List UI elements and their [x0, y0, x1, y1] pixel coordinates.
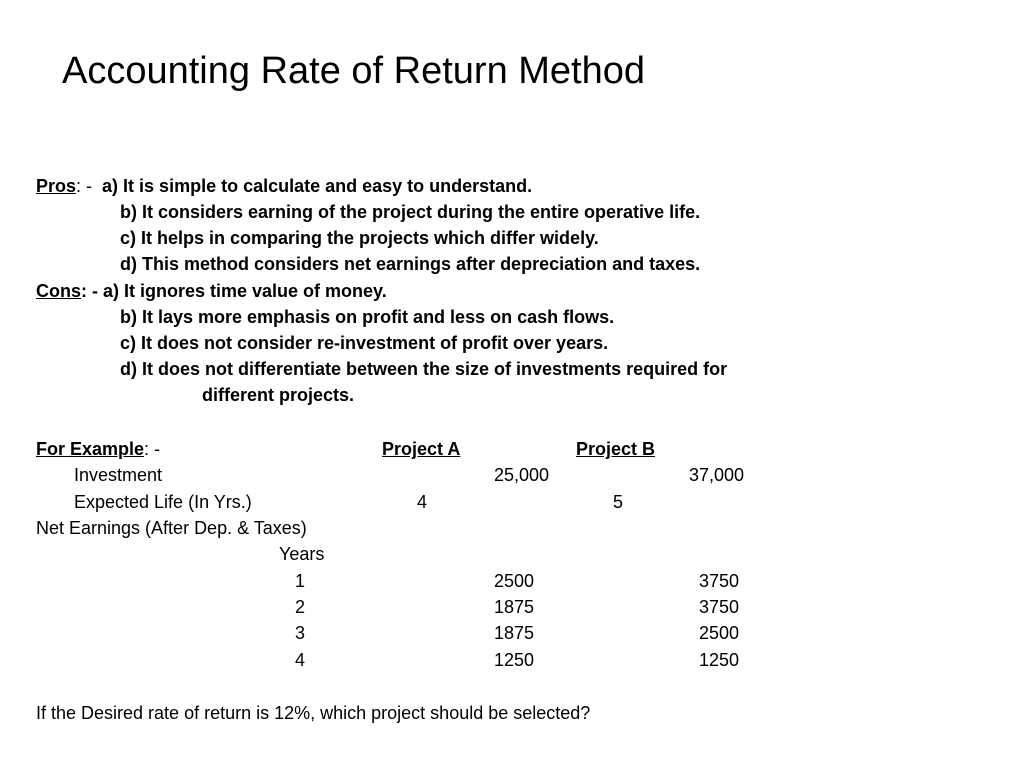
project-a-earnings: 1875 [494, 597, 535, 617]
net-earnings-label: Net Earnings (After Dep. & Taxes) [36, 518, 307, 538]
pros-item: d) This method considers net earnings after depreciation and taxes. [120, 254, 701, 274]
cons-line [36, 280, 387, 302]
investment-a-value: 25,000 [494, 465, 550, 485]
pros-line [36, 175, 532, 197]
pros-label: Pros [36, 176, 77, 196]
project-a-header: Project A [382, 439, 461, 459]
pros-separator: : - [76, 176, 93, 196]
expected-life-label: Expected Life (In Yrs.) [74, 492, 252, 512]
investment-b-value: 37,000 [689, 465, 745, 485]
project-a-earnings: 1875 [494, 623, 535, 643]
year-cell: 4 [295, 650, 306, 670]
cons-item: b) It lays more emphasis on profit and less on cash flows. [120, 307, 615, 327]
project-b-earnings: 3750 [699, 571, 740, 591]
cons-item: d) It does not differentiate between the size of investments required for [120, 359, 728, 379]
project-b-header: Project B [576, 439, 656, 459]
example-label: For Example [36, 439, 145, 459]
cons-label: Cons [36, 281, 81, 301]
slide-title: Accounting Rate of Return Method [62, 50, 646, 92]
investment-label: Investment [74, 465, 163, 485]
cons-item: c) It does not consider re-investment of profit over years. [120, 333, 609, 353]
year-cell: 2 [295, 597, 306, 617]
project-b-earnings: 3750 [699, 597, 740, 617]
expected-life-b-value: 5 [613, 492, 624, 512]
project-a-earnings: 1250 [494, 650, 535, 670]
example-separator: : - [144, 439, 161, 459]
years-label: Years [279, 544, 325, 564]
pros-item: a) It is simple to calculate and easy to understand. [102, 176, 533, 196]
cons-separator: : - [81, 281, 103, 301]
question-text: If the Desired rate of return is 12%, which project should be selected? [36, 703, 591, 723]
project-a-earnings: 2500 [494, 571, 535, 591]
pros-item: c) It helps in comparing the projects which differ widely. [120, 228, 599, 248]
cons-item: a) It ignores time value of money. [103, 281, 387, 301]
year-cell: 3 [295, 623, 306, 643]
cons-item-continuation: different projects. [202, 385, 355, 405]
example-heading [36, 438, 160, 460]
expected-life-a-value: 4 [417, 492, 428, 512]
pros-item: b) It considers earning of the project during the entire operative life. [120, 202, 701, 222]
year-cell: 1 [295, 571, 306, 591]
project-b-earnings: 2500 [699, 623, 740, 643]
project-b-earnings: 1250 [699, 650, 740, 670]
